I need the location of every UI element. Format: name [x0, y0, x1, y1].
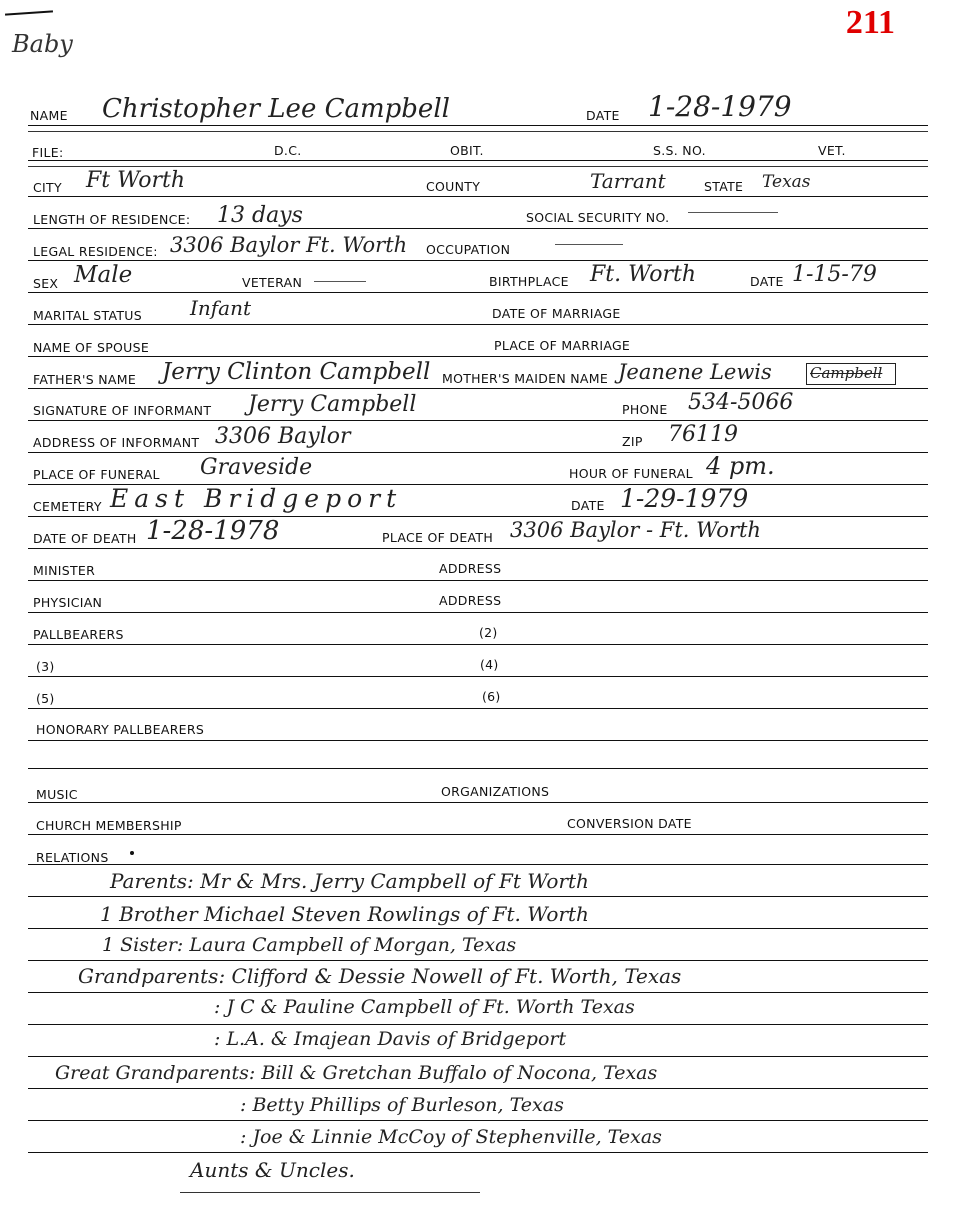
- rule-file: [28, 160, 928, 161]
- rule-legal: [28, 260, 928, 261]
- veteran-label: VETERAN: [242, 275, 303, 290]
- date-label: DATE: [586, 108, 620, 123]
- music-label: MUSIC: [36, 787, 78, 802]
- rule-name-2: [28, 131, 928, 132]
- top-note: Baby: [12, 30, 73, 58]
- rule-rel-4: [28, 992, 928, 993]
- date-of-death-label: DATE OF DEATH: [33, 531, 137, 546]
- veteran-blank: [314, 281, 366, 282]
- obit-label: OBIT.: [450, 143, 484, 158]
- rule-sex: [28, 292, 928, 293]
- relations-line-4: Grandparents: Clifford & Dessie Nowell of Ft. Worth, Texas: [78, 964, 682, 988]
- relations-line-7: Great Grandparents: Bill & Gretchan Buffalo of Nocona, Texas: [55, 1062, 658, 1084]
- rule-city: [28, 196, 928, 197]
- fathers-name-value: Jerry Clinton Campbell: [162, 359, 431, 385]
- zip-value: 76119: [668, 422, 738, 447]
- mothers-maiden-name-value: Jeanene Lewis: [618, 360, 772, 384]
- relations-line-6: : L.A. & Imajean Davis of Bridgeport: [214, 1028, 567, 1050]
- pallbearer-3-label: (3): [36, 659, 55, 674]
- name-value: Christopher Lee Campbell: [102, 94, 450, 124]
- mothers-maiden-name-label: MOTHER'S MAIDEN NAME: [442, 371, 609, 386]
- rule-rel-7: [28, 1088, 928, 1089]
- ssno-label: S.S. NO.: [653, 143, 706, 158]
- hour-of-funeral-label: HOUR OF FUNERAL: [569, 466, 693, 481]
- rule-length: [28, 228, 928, 229]
- place-of-funeral-label: PLACE OF FUNERAL: [33, 467, 160, 482]
- birth-date-value: 1-15-79: [792, 262, 877, 287]
- pallbearer-5-label: (5): [36, 691, 55, 706]
- rule-physician: [28, 612, 928, 613]
- length-of-residence-label: LENGTH OF RESIDENCE:: [33, 212, 191, 227]
- rule-music: [28, 802, 928, 803]
- county-label: COUNTY: [426, 179, 481, 194]
- corner-mark: [5, 10, 53, 15]
- place-of-funeral-value: Graveside: [200, 455, 313, 480]
- signature-informant-label: SIGNATURE OF INFORMANT: [33, 403, 212, 418]
- marital-status-value: Infant: [190, 296, 252, 320]
- relations-line-3: 1 Sister: Laura Campbell of Morgan, Texas: [102, 934, 517, 956]
- city-label: CITY: [33, 180, 62, 195]
- place-of-marriage-label: PLACE OF MARRIAGE: [494, 338, 631, 353]
- place-of-death-value: 3306 Baylor - Ft. Worth: [510, 518, 761, 542]
- rule-marital: [28, 324, 928, 325]
- city-value: Ft Worth: [86, 168, 185, 193]
- date-value: 1-28-1979: [648, 90, 792, 123]
- name-label: NAME: [30, 108, 68, 123]
- relations-line-10: Aunts & Uncles.: [190, 1158, 355, 1182]
- relations-label: RELATIONS: [36, 850, 109, 865]
- page-number: 211: [845, 4, 895, 41]
- marital-status-label: MARITAL STATUS: [33, 308, 142, 323]
- rule-church: [28, 834, 928, 835]
- relations-dot: [130, 851, 134, 855]
- rule-pb3: [28, 708, 928, 709]
- file-label: FILE:: [32, 145, 64, 160]
- length-of-residence-value: 13 days: [217, 203, 303, 228]
- birthplace-value: Ft. Worth: [590, 262, 696, 287]
- address-informant-label: ADDRESS OF INFORMANT: [33, 435, 200, 450]
- ssn-blank: [688, 212, 778, 213]
- date-of-death-value: 1-28-1978: [146, 516, 280, 546]
- fathers-name-label: FATHER'S NAME: [33, 372, 137, 387]
- rule-relations: [28, 864, 928, 865]
- legal-residence-label: LEGAL RESIDENCE:: [33, 244, 158, 259]
- birth-date-label: DATE: [750, 274, 784, 289]
- sex-label: SEX: [33, 276, 59, 291]
- phone-label: PHONE: [622, 402, 668, 417]
- church-membership-label: CHURCH MEMBERSHIP: [36, 818, 182, 833]
- relations-line-2: 1 Brother Michael Steven Rowlings of Ft. Worth: [100, 902, 589, 926]
- rule-father: [28, 388, 928, 389]
- occupation-label: OCCUPATION: [426, 242, 511, 257]
- relations-line-8: : Betty Phillips of Burleson, Texas: [240, 1094, 564, 1116]
- pallbearer-4-label: (4): [480, 657, 499, 672]
- rule-pb2: [28, 676, 928, 677]
- rule-death: [28, 548, 928, 549]
- cemetery-date-label: DATE: [571, 498, 605, 513]
- struck-box: [806, 363, 896, 385]
- rule-address: [28, 452, 928, 453]
- rule-honorary-1: [28, 740, 928, 741]
- rule-rel-6: [28, 1056, 928, 1057]
- physician-address-label: ADDRESS: [439, 593, 502, 608]
- rule-rel-9: [28, 1152, 928, 1153]
- sex-value: Male: [74, 262, 133, 288]
- minister-label: MINISTER: [33, 563, 96, 578]
- zip-label: ZIP: [622, 434, 643, 449]
- rule-pb1: [28, 644, 928, 645]
- cemetery-label: CEMETERY: [33, 499, 102, 514]
- address-informant-value: 3306 Baylor: [215, 424, 351, 449]
- legal-residence-value: 3306 Baylor Ft. Worth: [170, 233, 408, 257]
- honorary-pallbearers-label: HONORARY PALLBEARERS: [36, 722, 205, 737]
- rule-file-2: [28, 166, 928, 167]
- minister-address-label: ADDRESS: [439, 561, 502, 576]
- vet-label: VET.: [818, 143, 846, 158]
- hour-of-funeral-value: 4 pm.: [706, 452, 775, 480]
- pallbearers-label: PALLBEARERS: [33, 627, 124, 642]
- pallbearer-2-label: (2): [479, 625, 498, 640]
- county-value: Tarrant: [590, 169, 666, 193]
- birthplace-label: BIRTHPLACE: [489, 274, 569, 289]
- rule-spouse: [28, 356, 928, 357]
- state-value: Texas: [762, 172, 811, 192]
- state-label: STATE: [704, 179, 744, 194]
- rule-signature: [28, 420, 928, 421]
- date-of-marriage-label: DATE OF MARRIAGE: [492, 306, 621, 321]
- relations-line-5: : J C & Pauline Campbell of Ft. Worth Texas: [214, 996, 635, 1018]
- mothers-struck-name: Campbell: [810, 364, 883, 382]
- rule-name: [28, 125, 928, 126]
- dc-label: D.C.: [274, 143, 302, 158]
- rule-rel-3: [28, 960, 928, 961]
- rule-rel-10: [180, 1192, 480, 1193]
- cemetery-value: East Bridgeport: [110, 484, 403, 513]
- organizations-label: ORGANIZATIONS: [441, 784, 550, 799]
- cemetery-date-value: 1-29-1979: [620, 484, 749, 513]
- relations-line-1: Parents: Mr & Mrs. Jerry Campbell of Ft Worth: [110, 869, 589, 893]
- rule-rel-1: [28, 896, 928, 897]
- signature-informant-value: Jerry Campbell: [248, 392, 417, 417]
- conversion-date-label: CONVERSION DATE: [567, 816, 692, 831]
- rule-minister: [28, 580, 928, 581]
- rule-rel-8: [28, 1120, 928, 1121]
- social-security-label: SOCIAL SECURITY NO.: [526, 210, 670, 225]
- phone-value: 534-5066: [688, 390, 794, 415]
- physician-label: PHYSICIAN: [33, 595, 103, 610]
- rule-rel-5: [28, 1024, 928, 1025]
- place-of-death-label: PLACE OF DEATH: [382, 530, 494, 545]
- occupation-blank: [555, 244, 623, 245]
- rule-honorary-2: [28, 768, 928, 769]
- pallbearer-6-label: (6): [482, 689, 501, 704]
- relations-line-9: : Joe & Linnie McCoy of Stephenville, Texas: [240, 1126, 662, 1148]
- rule-rel-2: [28, 928, 928, 929]
- name-of-spouse-label: NAME OF SPOUSE: [33, 340, 150, 355]
